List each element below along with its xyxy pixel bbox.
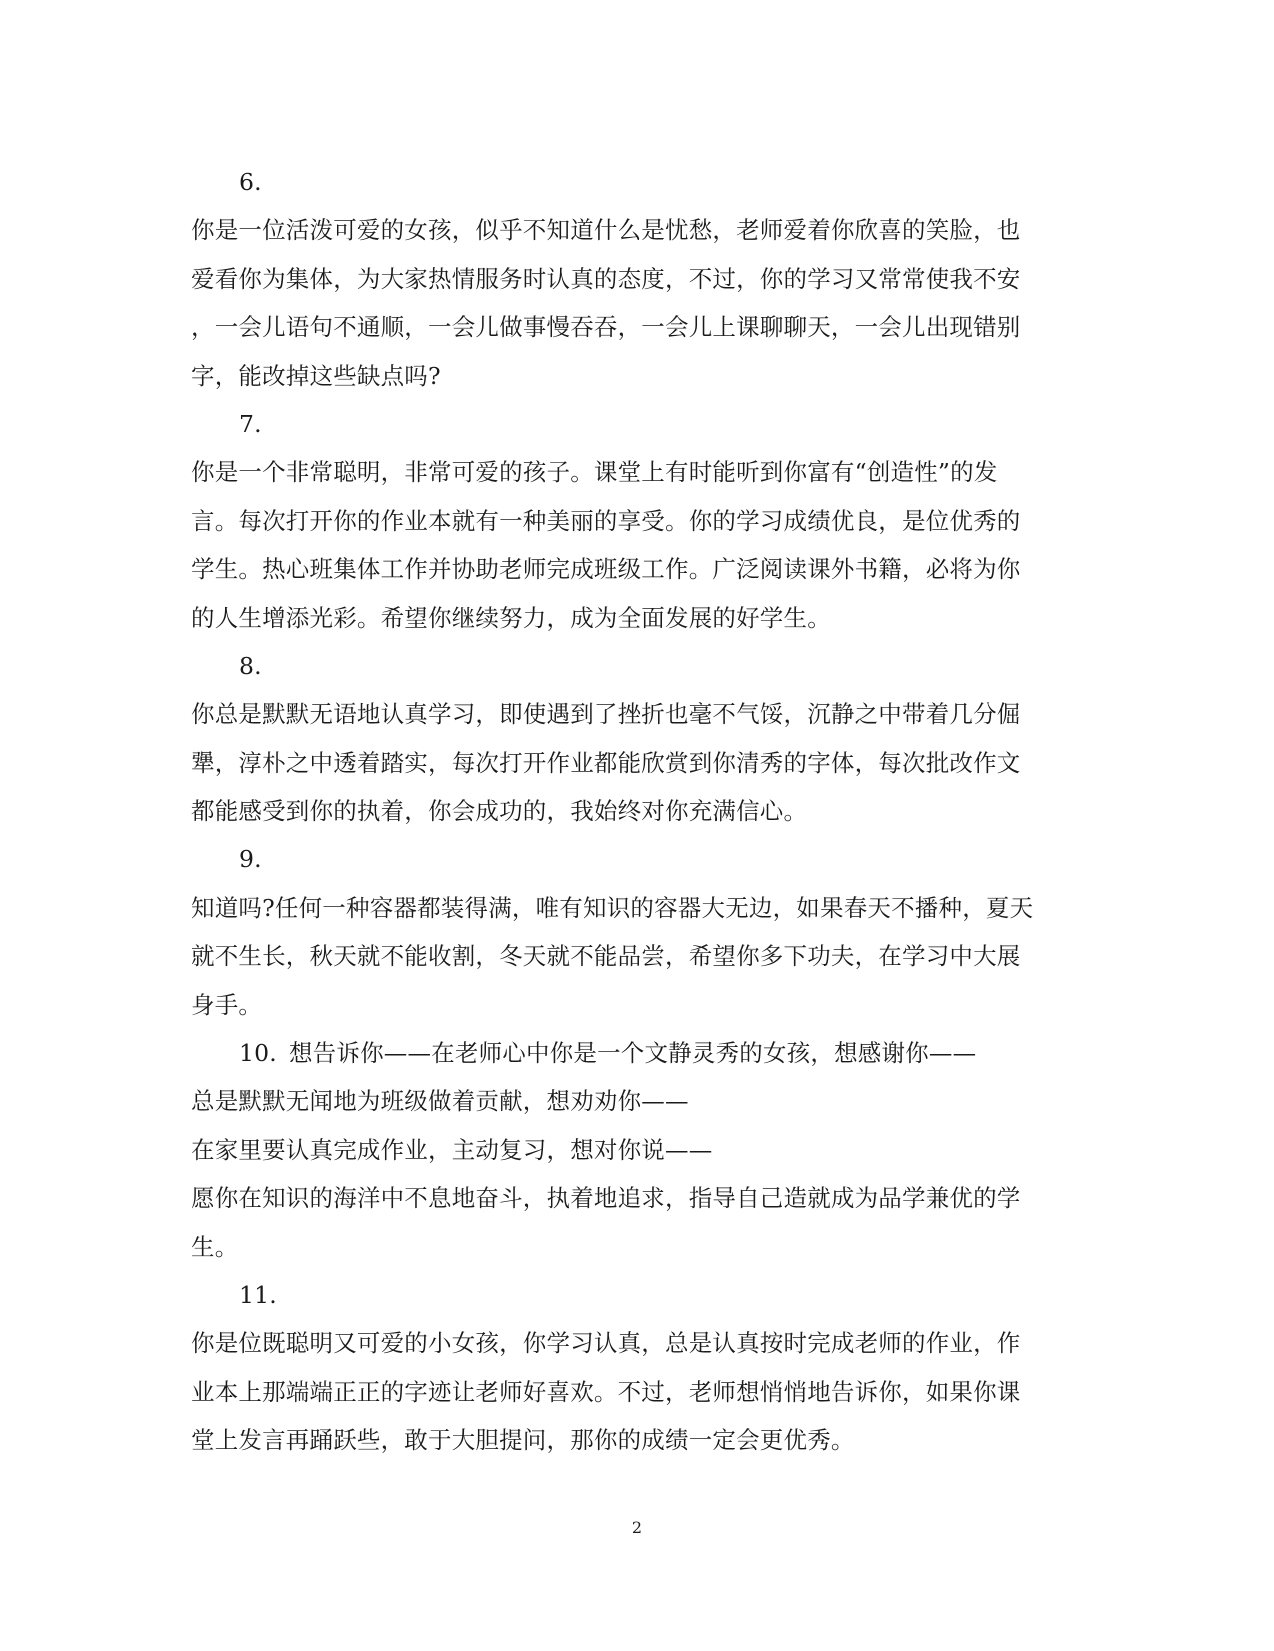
entry-number: 8. xyxy=(239,651,262,680)
entry-text-line: 学生。热心班集体工作并协助老师完成班级工作。广泛阅读课外书籍，必将为你 xyxy=(191,555,1021,584)
entry-text-line: ，一会儿语句不通顺，一会儿做事慢吞吞，一会儿上课聊聊天，一会儿出现错别 xyxy=(191,313,1021,342)
entry-text-line: 犟，淳朴之中透着踏实，每次打开作业都能欣赏到你清秀的字体，每次批改作文 xyxy=(191,748,1021,777)
entry-text-line: 你是位既聪明又可爱的小女孩，你学习认真，总是认真按时完成老师的作业，作 xyxy=(191,1329,1021,1358)
entry-text-line: 你是一个非常聪明，非常可爱的孩子。课堂上有时能听到你富有“创造性”的发 xyxy=(191,458,998,487)
entry-text-line: 就不生长，秋天就不能收割，冬天就不能品尝，希望你多下功夫，在学习中大展 xyxy=(191,942,1021,971)
entry-text-line: 愿你在知识的海洋中不息地奋斗，执着地追求，指导自己造就成为品学兼优的学 xyxy=(191,1184,1021,1213)
entry-text-line: 你总是默默无语地认真学习，即使遇到了挫折也毫不气馁，沉静之中带着几分倔 xyxy=(191,700,1021,729)
entry-heading-line xyxy=(191,1029,1071,1077)
document-body xyxy=(191,158,1071,1465)
entry-number: 10. xyxy=(239,1039,277,1068)
entry-text-line: 你是一位活泼可爱的女孩，似乎不知道什么是忧愁，老师爱着你欣喜的笑脸，也 xyxy=(191,216,1021,245)
entry-text-line: 堂上发言再踊跃些，敢于大胆提问，那你的成绩一定会更优秀。 xyxy=(191,1426,855,1455)
entry-number: 9. xyxy=(239,845,262,874)
entry-number: 7. xyxy=(239,409,262,438)
entry-text-line: 的人生增添光彩。希望你继续努力，成为全面发展的好学生。 xyxy=(191,603,831,632)
entry-text-line: 总是默默无闻地为班级做着贡献，想劝劝你—— xyxy=(191,1087,689,1116)
entry-text-inline: 想告诉你——在老师心中你是一个文静灵秀的女孩，想感谢你—— xyxy=(288,1039,977,1068)
entry-number: 6. xyxy=(239,168,262,196)
entry-text-line: 字，能改掉这些缺点吗? xyxy=(191,361,441,390)
entry-text-line: 知道吗?任何一种容器都装得满，唯有知识的容器大无边，如果春天不播种，夏天 xyxy=(191,893,1034,922)
entry-text-line: 爱看你为集体，为大家热情服务时认真的态度，不过，你的学习又常常使我不安 xyxy=(191,264,1021,293)
entry-text-line: 都能感受到你的执着，你会成功的，我始终对你充满信心。 xyxy=(191,797,808,826)
entry-text-line: 生。 xyxy=(191,1232,239,1261)
entry-number: 11. xyxy=(239,1280,277,1309)
page-number: 2 xyxy=(631,1518,643,1537)
entry-text-line: 业本上那端端正正的字迹让老师好喜欢。不过，老师想悄悄地告诉你，如果你课 xyxy=(191,1377,1021,1406)
entry-text-line: 身手。 xyxy=(191,990,263,1019)
entry-text-line: 在家里要认真完成作业，主动复习，想对你说—— xyxy=(191,1135,713,1164)
entry-text-line: 言。每次打开你的作业本就有一种美丽的享受。你的学习成绩优良，是位优秀的 xyxy=(191,506,1021,535)
